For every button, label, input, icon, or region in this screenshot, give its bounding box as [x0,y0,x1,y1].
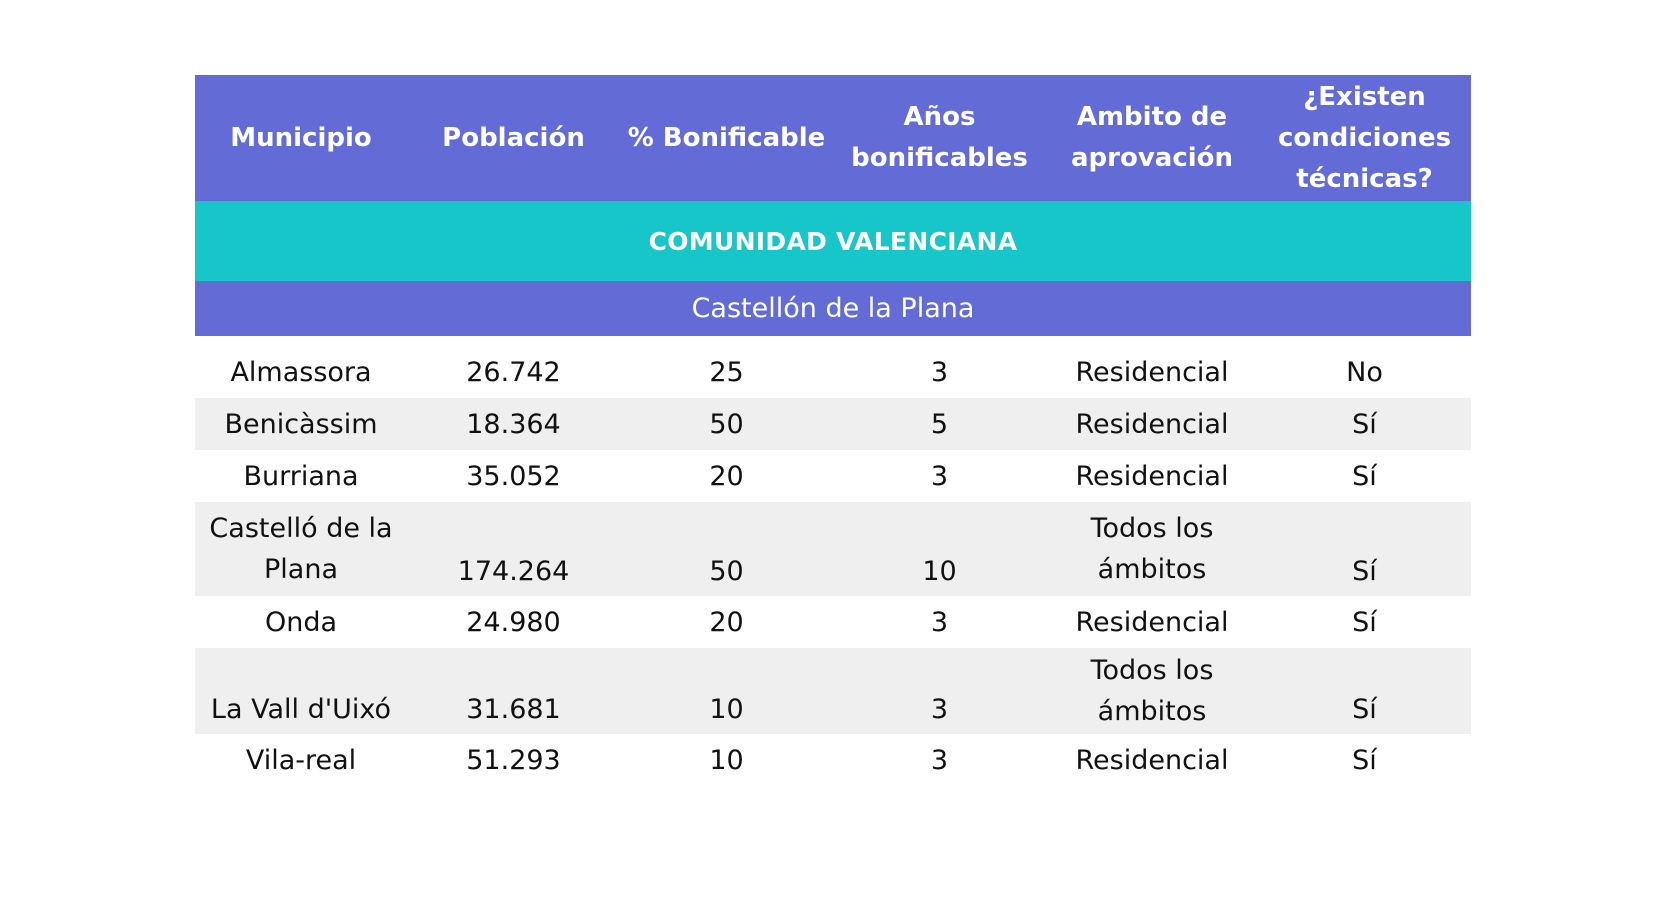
cell-poblacion: 35.052 [466,460,561,492]
cell-municipio: Burriana [243,460,359,492]
table-row [195,648,1471,734]
cell-municipio: Benicàssim [224,408,378,440]
cell-ambito: Residencial [1075,356,1229,388]
cell-anos: 5 [930,408,949,440]
cell-anos: 3 [930,606,949,638]
cell-municipio: La Vall d'Uixó [210,694,392,725]
cell-anos: 10 [922,556,957,587]
table-row [195,450,1471,502]
cell-anos: 3 [930,460,949,492]
cell-condiciones: Sí [1352,556,1377,587]
cell-ambito: Todos los ámbitos [1090,513,1214,585]
cell-anos: 3 [930,694,949,725]
header-bonificable: % Bonificable [627,122,826,153]
cell-municipio: Castelló de la Plana [209,513,393,585]
cell-condiciones: Sí [1352,744,1377,776]
table-row [195,398,1471,450]
cell-poblacion: 26.742 [466,356,561,388]
cell-condiciones: Sí [1352,460,1377,492]
cell-poblacion: 18.364 [466,408,561,440]
cell-bonificable: 10 [709,744,744,776]
header-poblacion: Población [442,122,585,153]
cell-municipio: Onda [264,606,338,638]
cell-poblacion: 31.681 [466,694,561,725]
cell-condiciones: Sí [1352,694,1377,725]
table-row [195,734,1471,786]
table-row [195,596,1471,648]
cell-municipio: Vila-real [245,744,357,776]
header-ambito: Ambito de aprovación [1070,102,1234,173]
cell-ambito: Residencial [1075,606,1229,638]
cell-municipio: Almassora [230,356,372,388]
cell-poblacion: 174.264 [457,556,570,587]
cell-bonificable: 50 [709,556,744,587]
table-header-row [195,75,1471,201]
cell-ambito: Todos los ámbitos [1090,655,1214,727]
province-row: Castellón de la Plana [195,281,1471,336]
cell-anos: 3 [930,356,949,388]
table-row [195,346,1471,398]
region-row: COMUNIDAD VALENCIANA [195,201,1471,281]
header-condiciones: ¿Existen condiciones técnicas? [1277,81,1452,194]
cell-poblacion: 24.980 [466,606,561,638]
cell-condiciones: No [1346,356,1383,388]
cell-ambito: Residencial [1075,408,1229,440]
cell-bonificable: 50 [709,408,744,440]
municipality-table [195,75,1471,786]
cell-anos: 3 [930,744,949,776]
header-municipio: Municipio [230,122,372,153]
cell-bonificable: 20 [709,606,744,638]
cell-bonificable: 25 [709,356,744,388]
cell-bonificable: 10 [709,694,744,725]
cell-ambito: Residencial [1075,460,1229,492]
cell-condiciones: Sí [1352,408,1377,440]
cell-condiciones: Sí [1352,606,1377,638]
header-anos-bonificables: Años bonificables [851,102,1028,173]
cell-poblacion: 51.293 [466,744,561,776]
table-row [195,502,1471,596]
cell-bonificable: 20 [709,460,744,492]
cell-ambito: Residencial [1075,744,1229,776]
